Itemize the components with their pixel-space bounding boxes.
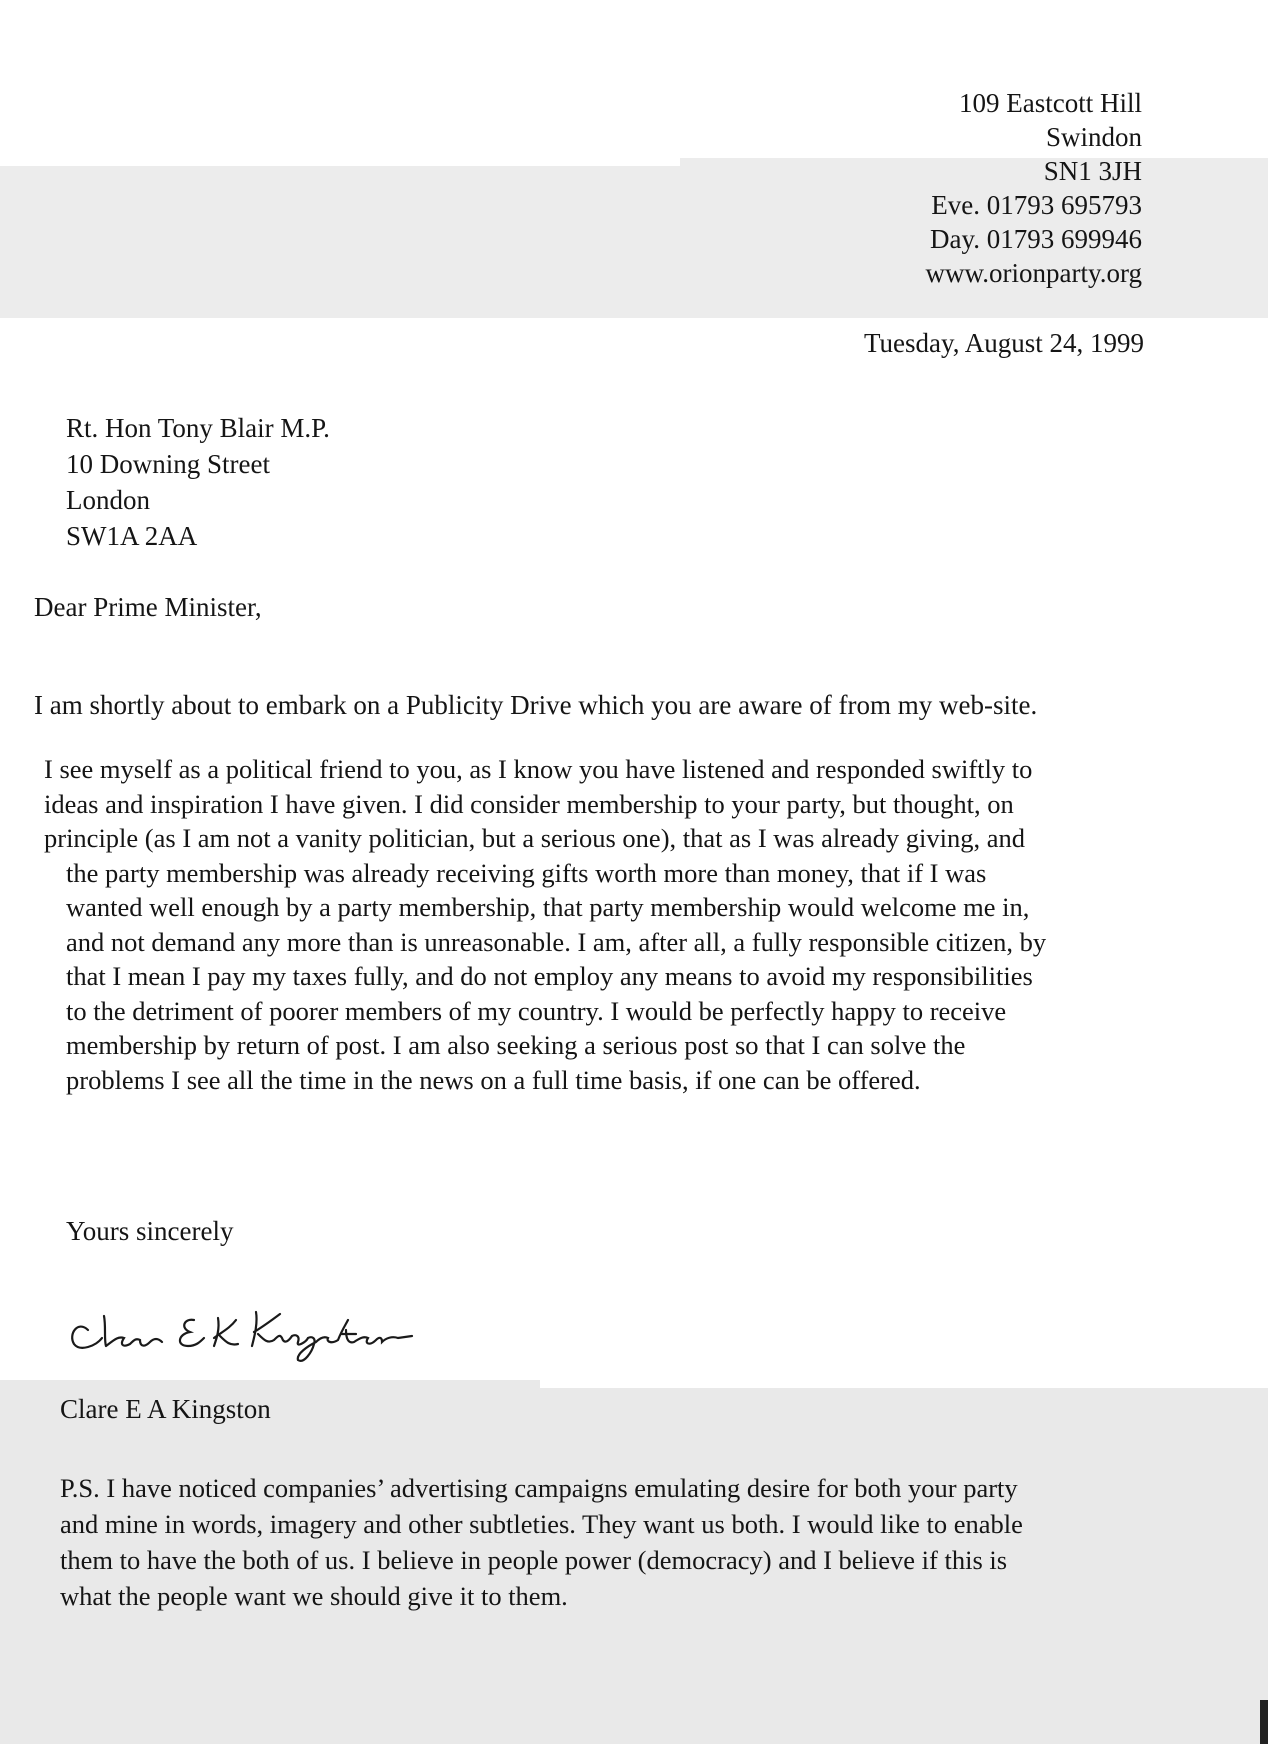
- ps-line: them to have the both of us. I believe in people power (democracy) and I believe if this is: [60, 1545, 1008, 1575]
- body-line: problems I see all the time in the news on a full time basis, if one can be offered.: [66, 1064, 921, 1095]
- body-line: and not demand any more than is unreasonable. I am, after all, a fully responsible citizen, by: [66, 926, 1047, 957]
- letter-date: Tuesday, August 24, 1999: [863, 328, 1144, 358]
- postscript: [60, 1470, 1150, 1614]
- sender-address: [926, 86, 1142, 290]
- ps-line: P.S. I have noticed companies’ advertising campaigns emulating desire for both your party: [60, 1473, 1018, 1503]
- body-line: wanted well enough by a party membership, that party membership would welcome me in,: [66, 892, 1030, 922]
- body-line: that I mean I pay my taxes fully, and do not employ any means to avoid my responsibilities: [66, 961, 1033, 991]
- recipient-street: 10 Downing Street: [66, 449, 270, 479]
- sender-street: 109 Eastcott Hill: [959, 88, 1142, 118]
- salutation: Dear Prime Minister,: [34, 592, 262, 622]
- intro-paragraph: I am shortly about to embark on a Publicity Drive which you are aware of from my web-site.: [34, 690, 1038, 720]
- sender-website: www.orionparty.org: [925, 258, 1142, 288]
- sender-postcode: SN1 3JH: [1043, 156, 1142, 186]
- sender-eve-phone: Eve. 01793 695793: [931, 190, 1142, 220]
- sender-day-phone: Day. 01793 699946: [930, 224, 1142, 254]
- sender-town: Swindon: [1045, 122, 1142, 152]
- recipient-postcode: SW1A 2AA: [66, 521, 198, 551]
- ps-line: what the people want we should give it to them.: [60, 1581, 568, 1611]
- handwritten-signature: [60, 1290, 420, 1370]
- body-line: ideas and inspiration I have given. I did consider membership to your party, but thought, on: [44, 788, 1014, 819]
- ps-line: and mine in words, imagery and other subtleties. They want us both. I would like to enable: [60, 1509, 1023, 1539]
- recipient-city: London: [66, 485, 150, 515]
- closing: Yours sincerely: [66, 1216, 234, 1246]
- body-line: the party membership was already receiving gifts worth more than money, that if I was: [66, 857, 987, 888]
- signed-name: Clare E A Kingston: [60, 1394, 271, 1424]
- recipient-address: [66, 410, 330, 554]
- recipient-name: Rt. Hon Tony Blair M.P.: [66, 413, 330, 443]
- body-line: principle (as I am not a vanity politician, but a serious one), that as I was already giving, and: [44, 823, 1025, 853]
- body-line: I see myself as a political friend to you, as I know you have listened and responded swiftly to: [44, 754, 1033, 784]
- scan-edge-mark: [1260, 1700, 1268, 1744]
- body-line: membership by return of post. I am also seeking a serious post so that I can solve the: [66, 1030, 966, 1060]
- body-line: to the detriment of poorer members of my country. I would be perfectly happy to receive: [66, 995, 1007, 1026]
- body-paragraph: [44, 752, 1144, 1097]
